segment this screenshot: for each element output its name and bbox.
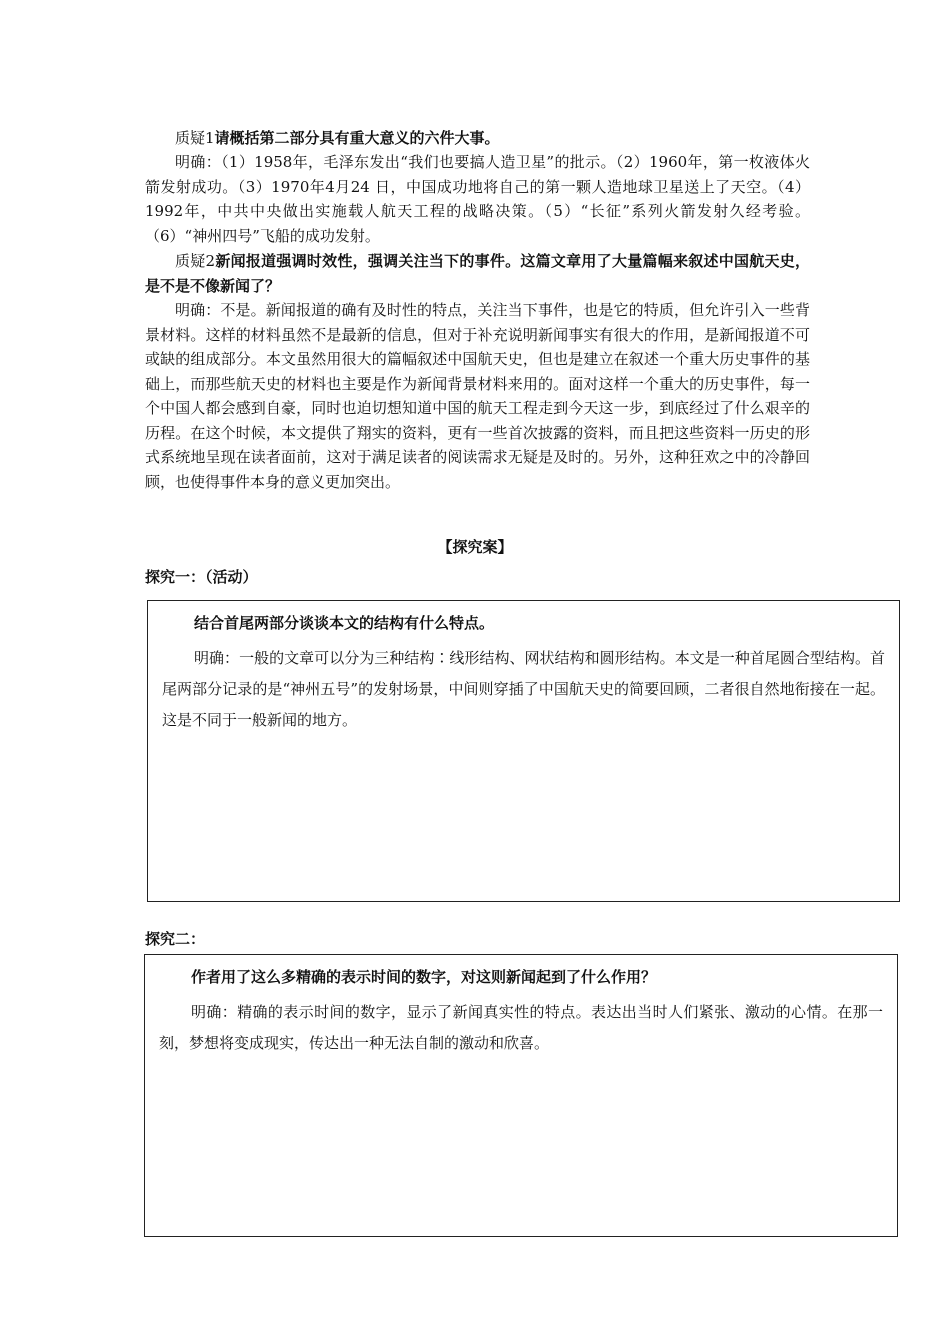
question-2-text: 新闻报道强调时效性，强调关注当下的事件。这篇文章用了大量篇幅来叙述中国航天史，是不是不像新闻了？ bbox=[145, 252, 810, 295]
explore-2-question: 作者用了这么多精确的表示时间的数字，对这则新闻起到了什么作用？ bbox=[191, 968, 657, 986]
question-2-answer: 明确：不是。新闻报道的确有及时性的特点，关注当下事件，也是它的特质，但允许引入一些背景材料。这样的材料虽然不是最新的信息，但对于补充说明新闻事实有很大的作用，是新闻报道不可或缺的组成部分。本文虽然用很大的篇幅叙述中国航天史，但也是建立在叙述一个重大历史事件的基础上，而那些航天史的材料也主要是作为新闻背景材料来用的。面对这样一个重大的历史事件，每一个中国人都会感到自豪，同时也迫切想知道中国的航天工程走到今天这一步，到底经过了什么艰辛的历程。在这个时候，本文提供了翔实的资料，更有一些首次披露的资料，而且把这些资料一历史的形式系统地呈现在读者面前，这对于满足读者的阅读需求无疑是及时的。另外，这种狂欢之中的冷静回顾，也使得事件本身的意义更加突出。 bbox=[145, 301, 810, 491]
explore-2-heading: 探究二： bbox=[145, 930, 206, 948]
explore-1-box bbox=[147, 600, 900, 902]
explore-1-question: 结合首尾两部分谈谈本文的结构有什么特点。 bbox=[194, 614, 495, 632]
explore-1-answer: 明确：一般的文章可以分为三种结构∶线形结构、网状结构和圆形结构。本文是一种首尾圆合型结构。首尾两部分记录的是“神州五号”的发射场景，中间则穿插了中国航天史的简要回顾，二者很自然地衔接在一起。这是不同于一般新闻的地方。 bbox=[162, 649, 885, 729]
question-1-label: 质疑1 bbox=[175, 129, 215, 147]
question-1-text: 请概括第二部分具有重大意义的六件大事。 bbox=[214, 129, 500, 147]
explore-2-answer: 明确：精确的表示时间的数字，显示了新闻真实性的特点。表达出当时人们紧张、激动的心情。在那一刻，梦想将变成现实，传达出一种无法自制的激动和欣喜。 bbox=[159, 1003, 883, 1052]
question-1 bbox=[145, 126, 810, 151]
explore-1-heading: 探究一：（活动） bbox=[145, 568, 258, 586]
question-2 bbox=[145, 249, 810, 298]
section-title: 【探究案】 bbox=[437, 538, 513, 556]
question-2-label: 质疑2 bbox=[175, 252, 216, 270]
explore-2-box bbox=[144, 954, 898, 1237]
question-1-answer: 明确：（1）1958年，毛泽东发出“我们也要搞人造卫星”的批示。（2）1960年，第一枚液体火箭发射成功。（3）1970年4月24 日，中国成功地将自己的第一颗人造地球卫星送上了天空。（4）1992年，中共中央做出实施载人航天工程的战略决策。（5）“长征”系列火箭发射久经考验。（6）“神州四号”飞船的成功发射。 bbox=[145, 153, 810, 245]
